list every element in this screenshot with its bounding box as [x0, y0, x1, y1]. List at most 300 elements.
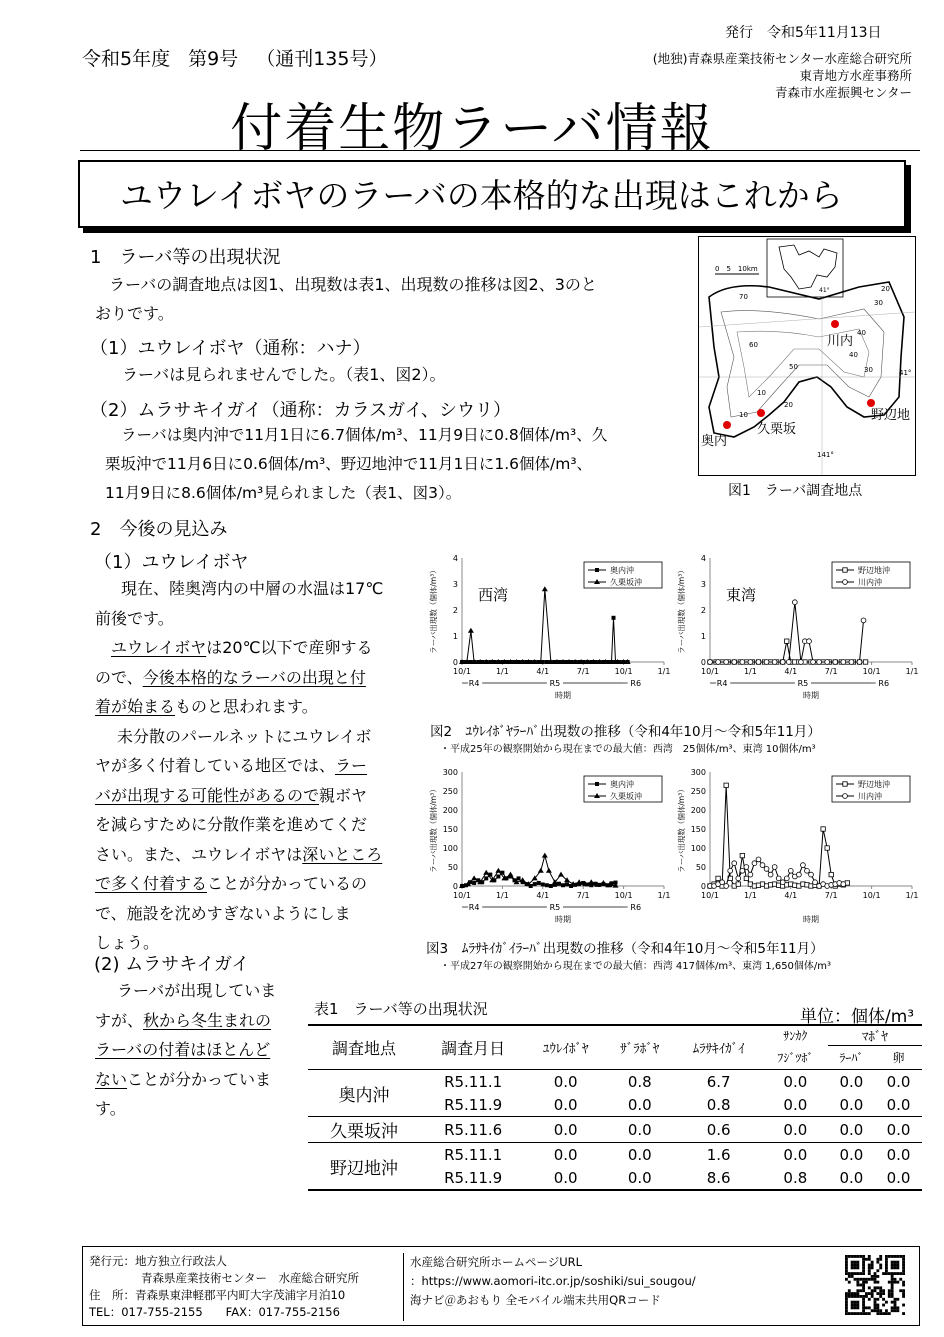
era-label: R5 [549, 679, 561, 688]
section2-sub1-heading: （1）ユウレイボヤ [94, 552, 249, 573]
col-date: 調査月日 [441, 1039, 506, 1058]
issue-number: 第9号 [188, 48, 239, 70]
data-point [786, 660, 791, 665]
depth-label: 10 [757, 389, 766, 397]
data-point [720, 880, 725, 885]
depth-label: 70 [739, 293, 748, 301]
table-cell-value: 0.0 [886, 1120, 911, 1139]
fig3-note: ・平成27年の観察開始から現在までの最大値：西湾 417個体/m³、東湾 1,650個体/m³ [440, 961, 832, 972]
col-murasakiigai: ﾑﾗｻｷｲｶﾞｲ [692, 1042, 745, 1057]
x-tick-label: 1/1 [743, 891, 757, 900]
y-tick-label: 150 [442, 825, 458, 834]
data-point [542, 853, 548, 858]
section2-sub1-text [95, 574, 425, 958]
footer-line4: TEL：017-755-2155 FAX：017-755-2156 [89, 1305, 340, 1319]
para2-emph2: 今後本格的なラーバの出現と付 [142, 667, 366, 687]
data-point [772, 865, 777, 870]
data-point [813, 880, 818, 885]
data-point [776, 876, 781, 881]
depth-label: 30 [874, 299, 883, 307]
data-point [538, 868, 544, 873]
y-tick-label: 150 [690, 825, 706, 834]
data-point [863, 660, 867, 664]
footer-url[interactable]: ：https://www.aomori-itc.or.jp/soshiki/sui_sougou/ [410, 1274, 696, 1288]
footer-line2: 青森県産業技術センター 水産総合研究所 [141, 1271, 360, 1285]
para3-line4: を減らすために分散作業を進めてくだ [95, 815, 368, 834]
section2-heading: 2 今後の見込み [90, 519, 228, 540]
sub1-text: ラーバは見られませんでした。（表1、図2）。 [122, 365, 446, 384]
footer-url-title: 水産総合研究所ホームページURL [410, 1255, 583, 1269]
table-cell-value: 0.0 [839, 1120, 864, 1139]
mutsu-bay-map [699, 237, 915, 475]
table1-caption: 表1 ラーバ等の出現状況 [314, 1000, 488, 1018]
data-point [496, 875, 500, 879]
legend-label: 野辺地沖 [858, 780, 890, 789]
data-point [716, 660, 721, 665]
fig3-caption: 図3 ﾑﾗｻｷｲｶﾞｲﾗｰﾊﾞ出現数の推移（令和4年10月～令和5年11月） [426, 941, 824, 957]
x-tick-label: 1/1 [657, 891, 671, 900]
para3-emph2: ラー [335, 756, 368, 775]
issue-date: 発行 令和5年11月13日 [725, 25, 882, 41]
intro-line-1: ラーバの調査地点は図1、出現数は表1、出現数の推移は図2、3のと [109, 275, 597, 294]
table-cell-value: 0.0 [839, 1168, 864, 1187]
legend-label: 奥内沖 [610, 566, 634, 575]
y-tick-label: 1 [452, 632, 458, 641]
data-point [780, 880, 785, 885]
mussel-line1: ラーバが出現していま [117, 981, 277, 1000]
table-cell-value: 0.0 [553, 1072, 578, 1091]
station-okunai-marker [723, 421, 731, 429]
y-tick-label: 200 [442, 806, 458, 815]
table-cell-date: R5.11.9 [444, 1168, 503, 1187]
y-tick-label: 300 [442, 768, 458, 777]
table-cell-site: 野辺地沖 [330, 1158, 399, 1179]
data-point [799, 660, 804, 665]
series-line [710, 641, 866, 662]
table-row [308, 1070, 922, 1094]
sub2-heading: （2）ムラサキイガイ（通称：カラスガイ、シウリ） [90, 400, 511, 421]
legend-label: 久栗坂沖 [610, 792, 642, 801]
map-caption: 図1 ラーバ調査地点 [728, 483, 863, 499]
table-cell-date: R5.11.1 [444, 1072, 503, 1091]
lon-label: 141° [817, 451, 834, 459]
sub1-heading: （1）ユウレイボヤ（通称：ハナ） [90, 338, 371, 359]
para3-text6: ことが分かっているの [207, 874, 368, 893]
footer-line1: 発行元：地方独立行政法人 [89, 1254, 227, 1268]
table-cell-value: 0.0 [783, 1072, 808, 1091]
y-tick-label: 4 [452, 554, 458, 563]
para2-emph3: 着が始まる [95, 697, 176, 716]
table-cell-value: 0.0 [839, 1145, 864, 1164]
data-point [541, 882, 545, 886]
table-cell-value: 0.0 [783, 1145, 808, 1164]
table-cell-value: 0.0 [553, 1145, 578, 1164]
table1-unit: 単位：個体/m³ [800, 1007, 915, 1027]
col-maboya-larva: ﾗｰﾊﾞ [839, 1051, 864, 1065]
station-kuryuzaka-marker [757, 409, 765, 417]
legend-marker [843, 794, 848, 799]
fig3-west-chart [426, 762, 676, 924]
data-point [517, 876, 521, 880]
data-point [809, 872, 814, 877]
data-point [768, 872, 773, 877]
legend-label: 川内沖 [858, 578, 882, 587]
footer-line3: 住 所：青森県東津軽郡平内町大字茂浦字月泊10 [89, 1288, 346, 1302]
chart-title: 東湾 [726, 586, 757, 604]
x-tick-label: 4/1 [536, 667, 550, 676]
x-tick-label: 4/1 [784, 667, 798, 676]
issue-info [82, 44, 405, 71]
data-point [748, 872, 753, 877]
section1-intro [95, 270, 695, 328]
footer-qr-label: 海ナビ＠あおもり 全モバイル端末共用QRコード [410, 1293, 661, 1307]
data-point [483, 870, 489, 875]
data-point [724, 783, 728, 787]
table-cell-value: 0.0 [886, 1168, 911, 1187]
para1-line2: 前後です。 [95, 608, 174, 628]
data-point [740, 660, 745, 665]
data-point [752, 861, 757, 866]
data-point [740, 868, 745, 873]
data-point [861, 618, 866, 623]
para2-text2: ので、 [95, 667, 143, 687]
table-cell-value: 0.0 [553, 1120, 578, 1139]
table-cell-value: 0.0 [627, 1120, 652, 1139]
era-label: R5 [549, 903, 561, 912]
fig3-east-chart [674, 762, 924, 924]
col-sankaku: ｻﾝｶｸ [783, 1029, 808, 1044]
data-point [724, 660, 729, 665]
data-point [732, 861, 737, 866]
publisher-3: 青森市水産振興センター [774, 85, 912, 100]
data-point [801, 863, 806, 868]
y-axis-label: ラーバ出現数（個体/m³） [677, 566, 686, 654]
legend-marker [843, 782, 847, 786]
y-tick-label: 4 [700, 554, 706, 563]
table-cell-value: 0.6 [706, 1120, 731, 1139]
era-label: R6 [878, 679, 890, 688]
y-tick-label: 3 [452, 580, 458, 589]
series-line [710, 602, 864, 662]
sub2-text [105, 421, 705, 508]
data-point [792, 600, 797, 605]
data-point [484, 876, 488, 880]
data-point [772, 660, 777, 665]
data-point [468, 628, 474, 633]
legend-label: 久栗坂沖 [610, 578, 642, 587]
data-point [780, 660, 785, 665]
x-tick-label: 1/1 [495, 891, 509, 900]
table-cell-value: 0.0 [627, 1095, 652, 1114]
data-point [744, 876, 748, 880]
depth-label: 60 [749, 341, 758, 349]
data-point [588, 879, 594, 884]
x-tick-label: 7/1 [824, 667, 838, 676]
data-point [565, 882, 569, 886]
x-tick-label: 1/1 [743, 667, 757, 676]
table-cell-site: 久栗坂沖 [330, 1122, 399, 1142]
station-kawauchi-marker [831, 320, 839, 328]
data-point [764, 867, 769, 872]
footer-web [403, 1253, 830, 1321]
para3-emph6: で多く付着する [95, 874, 208, 893]
intro-line-2: おりです。 [95, 304, 174, 323]
section2-sub2-text [95, 976, 310, 1124]
para3-text3: 親ボヤ [319, 785, 368, 805]
depth-label: 20 [881, 285, 890, 293]
data-point [546, 868, 552, 873]
data-point [472, 881, 476, 885]
data-point [841, 660, 846, 665]
data-point [744, 865, 749, 870]
x-axis-label: 時期 [803, 691, 819, 700]
data-point [533, 882, 537, 886]
legend-marker [843, 580, 848, 585]
x-tick-label: 7/1 [824, 891, 838, 900]
era-label: R6 [630, 679, 642, 688]
col-maboya-egg: 卵 [892, 1051, 905, 1065]
data-point [817, 660, 822, 665]
mussel-emph3: ラーバの付着はほとんど [95, 1040, 271, 1059]
para2-emph1: ユウレイボヤ [111, 638, 207, 657]
lat-label: 41° [899, 369, 912, 377]
fig2-west-chart [426, 548, 676, 700]
issue-serial: （通刊135号） [256, 48, 388, 70]
table-cell-value: 0.0 [783, 1120, 808, 1139]
data-point [495, 868, 501, 873]
data-point [542, 586, 548, 591]
section1-heading: 1 ラーバ等の出現状況 [90, 247, 281, 268]
para3-text2: ヤが多く付着している地区では、 [95, 756, 336, 775]
data-point [736, 882, 740, 886]
table-cell-value: 0.8 [783, 1168, 808, 1187]
sub2-line-3: 11月9日に8.6個体/m³見られました（表1、図3）。 [105, 484, 462, 502]
fig2-east-chart [674, 548, 924, 700]
table-cell-value: 8.6 [706, 1168, 731, 1187]
y-tick-label: 0 [452, 658, 458, 667]
map-scale: 0 5 10km [715, 265, 758, 273]
depth-label: 10 [739, 411, 748, 419]
y-axis-label: ラーバ出現数（個体/m³） [429, 785, 438, 873]
x-axis-label: 時期 [803, 915, 819, 924]
depth-label: 30 [864, 366, 873, 374]
table-cell-value: 0.0 [553, 1168, 578, 1187]
data-point [740, 853, 744, 857]
x-axis-label: 時期 [555, 691, 571, 700]
data-point [728, 868, 733, 873]
y-tick-label: 250 [442, 787, 458, 796]
x-axis-label: 時期 [555, 915, 571, 924]
data-point [732, 660, 737, 665]
x-tick-label: 10/1 [862, 667, 881, 676]
era-label: R6 [630, 903, 642, 912]
col-zaraboya: ｻﾞﾗﾎﾞﾔ [620, 1042, 660, 1057]
data-point [537, 881, 541, 885]
depth-label: 50 [789, 363, 798, 371]
data-point [708, 660, 713, 665]
era-label: R4 [468, 679, 480, 688]
data-point [549, 884, 553, 888]
table-cell-value: 0.0 [839, 1095, 864, 1114]
x-tick-label: 10/1 [862, 891, 881, 900]
x-tick-label: 10/1 [453, 667, 471, 676]
data-point [756, 660, 761, 665]
y-tick-label: 2 [452, 606, 458, 615]
publisher-1: (地独)青森県産業技術センター水産総合研究所 [652, 51, 912, 66]
para3-line8: しょう。 [95, 933, 160, 952]
station-noheji-marker [867, 399, 875, 407]
station-kuryuzaka-label: 久栗坂 [757, 422, 797, 437]
station-okunai-label: 奥内 [701, 434, 728, 449]
sub2-line-2: 栗坂沖で11月6日に0.6個体/m³、野辺地沖で11月1日に1.6個体/m³、 [105, 455, 593, 473]
data-point [561, 883, 565, 887]
table-cell-value: 0.0 [553, 1095, 578, 1114]
sub2-line-1: ラーバは奥内沖で11月1日に6.7個体/m³、11月9日に0.8個体/m³、久 [121, 426, 608, 444]
table-row [308, 1117, 922, 1143]
data-point [784, 876, 789, 881]
legend-marker [595, 568, 599, 572]
data-point [796, 872, 801, 877]
data-point [764, 660, 769, 665]
para3-text5: さい。また、ユウレイボヤは [95, 844, 303, 864]
series-line [462, 618, 628, 662]
survey-map [698, 236, 916, 476]
footer-publisher [89, 1253, 394, 1321]
x-tick-label: 10/1 [614, 667, 633, 676]
headline-box: ユウレイボヤのラーバの本格的な出現はこれから [78, 160, 906, 228]
y-tick-label: 50 [447, 863, 458, 872]
qr-code-icon[interactable] [845, 1255, 905, 1315]
era-label: R4 [716, 679, 728, 688]
x-tick-label: 1/1 [495, 667, 509, 676]
chart-title: 西湾 [478, 586, 509, 604]
table1 [308, 1024, 922, 1191]
x-tick-label: 10/1 [701, 667, 719, 676]
x-tick-label: 10/1 [453, 891, 471, 900]
data-point [612, 616, 616, 620]
para1-line1: 現在、陸奥湾内の中層の水温は17℃ [121, 579, 384, 598]
legend-label: 野辺地沖 [858, 566, 890, 575]
legend-label: 奥内沖 [610, 780, 634, 789]
y-axis-label: ラーバ出現数（個体/m³） [677, 785, 686, 873]
col-fujitsubo: ﾌｼﾞﾂﾎﾞ [777, 1050, 814, 1065]
y-axis-label: ラーバ出現数（個体/m³） [429, 566, 438, 654]
map-inset-label: 41° [819, 287, 830, 294]
data-point [788, 868, 793, 873]
y-tick-label: 200 [690, 806, 706, 815]
data-point [825, 846, 829, 850]
title-rule [80, 150, 920, 151]
era-label: R5 [797, 679, 809, 688]
x-tick-label: 10/1 [701, 891, 719, 900]
page-title: 付着生物ラーバ情報 [230, 99, 714, 159]
table-cell-value: 0.0 [886, 1095, 911, 1114]
data-point [829, 872, 833, 876]
station-noheji-label: 野辺地 [871, 408, 911, 423]
para3-line7: で、施設を沈めすぎないようにしま [95, 903, 351, 923]
section2-sub2-heading: (2) ムラサキイガイ [94, 954, 250, 975]
mussel-line5: す。 [95, 1099, 126, 1118]
depth-label: 40 [857, 329, 866, 337]
data-point [821, 827, 825, 831]
data-point [805, 868, 810, 873]
legend-marker [595, 782, 599, 786]
data-point [600, 880, 606, 885]
x-tick-label: 4/1 [536, 891, 550, 900]
data-point [833, 660, 838, 665]
data-point [558, 872, 564, 877]
y-tick-label: 250 [690, 787, 706, 796]
y-tick-label: 50 [695, 863, 706, 872]
x-tick-label: 4/1 [784, 891, 798, 900]
data-point [736, 876, 741, 881]
data-point [807, 639, 812, 644]
para3-emph5: 深いところ [302, 844, 383, 864]
mussel-text2: すが、 [95, 1010, 144, 1030]
data-point [785, 639, 789, 643]
mussel-text4: ことが分かっていま [127, 1069, 272, 1089]
col-site: 調査地点 [332, 1039, 397, 1058]
x-tick-label: 7/1 [576, 667, 590, 676]
table-cell-value: 1.6 [706, 1145, 731, 1164]
publisher-2: 東青地方水産事務所 [799, 68, 912, 83]
data-point [857, 660, 862, 665]
y-tick-label: 2 [700, 606, 706, 615]
fig2-note: ・平成25年の観察開始から現在までの最大値：西湾 25個体/m³、東湾 10個体/m³ [440, 744, 816, 755]
legend-label: 川内沖 [858, 792, 882, 801]
para3-emph3: バが出現する可能性があるので [95, 785, 320, 805]
table-cell-value: 0.0 [839, 1072, 864, 1091]
data-point [841, 882, 846, 887]
x-tick-label: 10/1 [614, 891, 633, 900]
mussel-emph4: ない [95, 1069, 128, 1089]
y-tick-label: 100 [442, 844, 458, 853]
y-tick-label: 1 [700, 632, 706, 641]
para2-text1: は20℃以下で産卵する [206, 638, 373, 657]
table-cell-date: R5.11.9 [444, 1095, 503, 1114]
data-point [756, 857, 761, 862]
legend-marker [843, 568, 847, 572]
x-tick-label: 1/1 [905, 891, 919, 900]
table1-grid [308, 1026, 922, 1189]
table-row [308, 1143, 922, 1167]
table-cell-value: 0.0 [627, 1168, 652, 1187]
data-point [716, 876, 720, 880]
y-tick-label: 0 [700, 658, 706, 667]
era-label: R4 [468, 903, 480, 912]
x-tick-label: 7/1 [576, 891, 590, 900]
table-cell-value: 0.0 [783, 1095, 808, 1114]
data-point [507, 872, 513, 877]
depth-label: 40 [849, 351, 858, 359]
y-tick-label: 300 [690, 768, 706, 777]
table-cell-date: R5.11.1 [444, 1145, 503, 1164]
station-kawauchi-label: 川内 [827, 334, 854, 349]
issue-year: 令和5年度 [82, 48, 171, 70]
table-cell-site: 奥内沖 [338, 1085, 390, 1106]
mussel-emph2: 秋から冬生まれの [143, 1010, 272, 1030]
table-cell-value: 0.8 [706, 1095, 731, 1114]
table-cell-value: 6.7 [706, 1072, 731, 1091]
table-cell-value: 0.0 [627, 1145, 652, 1164]
depth-label: 20 [784, 401, 793, 409]
table-cell-value: 0.8 [627, 1072, 652, 1091]
y-tick-label: 100 [690, 844, 706, 853]
data-point [471, 875, 477, 880]
x-tick-label: 1/1 [657, 667, 671, 676]
y-tick-label: 0 [452, 882, 458, 891]
y-tick-label: 0 [700, 882, 706, 891]
